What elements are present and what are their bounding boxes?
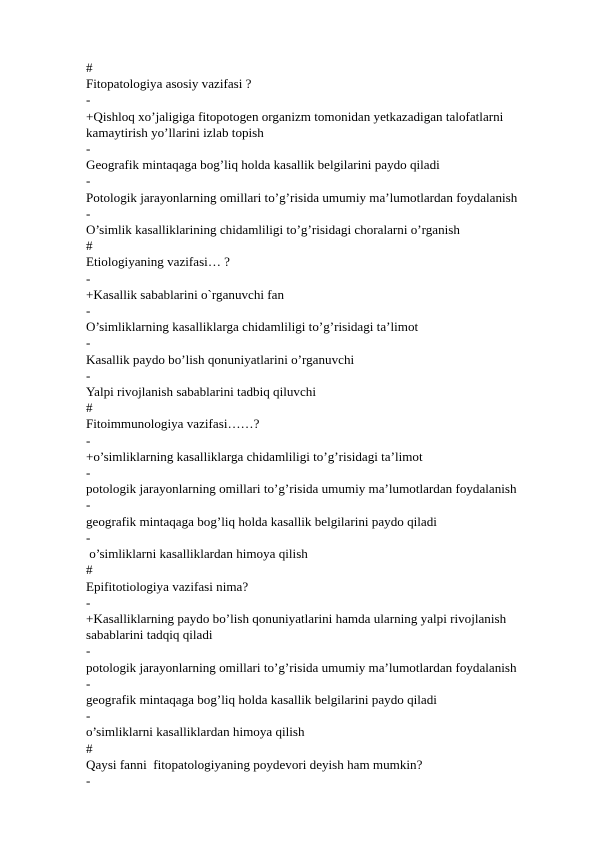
answer-option: o’simliklarni kasalliklardan himoya qilish [86,546,308,562]
question-text: Etiologiyaning vazifasi… ? [86,254,230,270]
option-marker: - [86,92,91,108]
option-marker: - [86,529,91,545]
answer-option: potologik jarayonlarning omillari to’g’risida umumiy ma’lumotlardan foydalanish [86,481,517,497]
question-text: Fitopatologiya asosiy vazifasi ? [86,76,252,92]
question-marker: # [86,60,93,75]
correct-answer: +Kasallik sabablarini o`rganuvchi fan [86,286,285,302]
question-text: Qaysi fanni fitopatologiyaning poydevori deyish ham mumkin? [86,756,423,772]
answer-option: o’simliklarni kasalliklardan himoya qilish [86,724,305,740]
option-marker: - [86,675,91,691]
option-marker: - [86,594,91,610]
option-marker: - [86,141,91,157]
question-text: Fitoimmunologiya vazifasi……? [86,416,260,432]
option-marker: - [86,270,91,286]
question-marker: # [86,740,93,756]
answer-option: Potologik jarayonlarning omillari to’g’risida umumiy ma’lumotlardan foydalanish [86,189,518,205]
answer-option: Yalpi rivojlanish sabablarini tadbiq qiluvchi [86,384,316,400]
answer-option: O’simlik kasalliklarining chidamliligi to’g’risidagi choralarni o’rganish [86,222,460,238]
option-marker: - [86,465,91,481]
option-marker: - [86,173,91,189]
correct-answer: +Kasalliklarning paydo bo’lish qonuniyatlarini hamda ularning yalpi rivojlanish sabablarini tadqiq qiladi [86,610,510,643]
answer-option: Kasallik paydo bo’lish qonuniyatlarini o’rganuvchi [86,351,355,367]
answer-option: geografik mintaqaga bog’liq holda kasallik belgilarini paydo qiladi [86,691,437,707]
correct-answer: +o’simliklarning kasalliklarga chidamliligi to’g’risidagi ta’limot [86,448,423,464]
question-marker: # [86,238,93,254]
option-marker: - [86,303,91,319]
option-marker: - [86,772,91,788]
answer-option: potologik jarayonlarning omillari to’g’risida umumiy ma’lumotlardan foydalanish [86,659,517,675]
question-text: Epifitotiologiya vazifasi nima? [86,578,249,594]
correct-answer: +Qishloq xo’jaligiga fitopotogen organizm tomonidan yetkazadigan talofatlarni kamaytirish yo’llarini izlab topish [86,108,507,140]
question-marker: # [86,400,93,416]
answer-option: geografik mintaqaga bog’liq holda kasallik belgilarini paydo qiladi [86,513,437,529]
option-marker: - [86,335,91,351]
option-marker: - [86,367,91,383]
answer-option: O’simliklarning kasalliklarga chidamliligi to’g’risidagi ta’limot [86,319,419,335]
answer-option: Geografik mintaqaga bog’liq holda kasallik belgilarini paydo qiladi [86,157,440,173]
question-marker: # [86,562,93,578]
option-marker: - [86,205,91,221]
document-page [86,60,556,789]
option-marker: - [86,432,91,448]
option-marker: - [86,708,91,724]
option-marker: - [86,643,91,659]
option-marker: - [86,497,91,513]
